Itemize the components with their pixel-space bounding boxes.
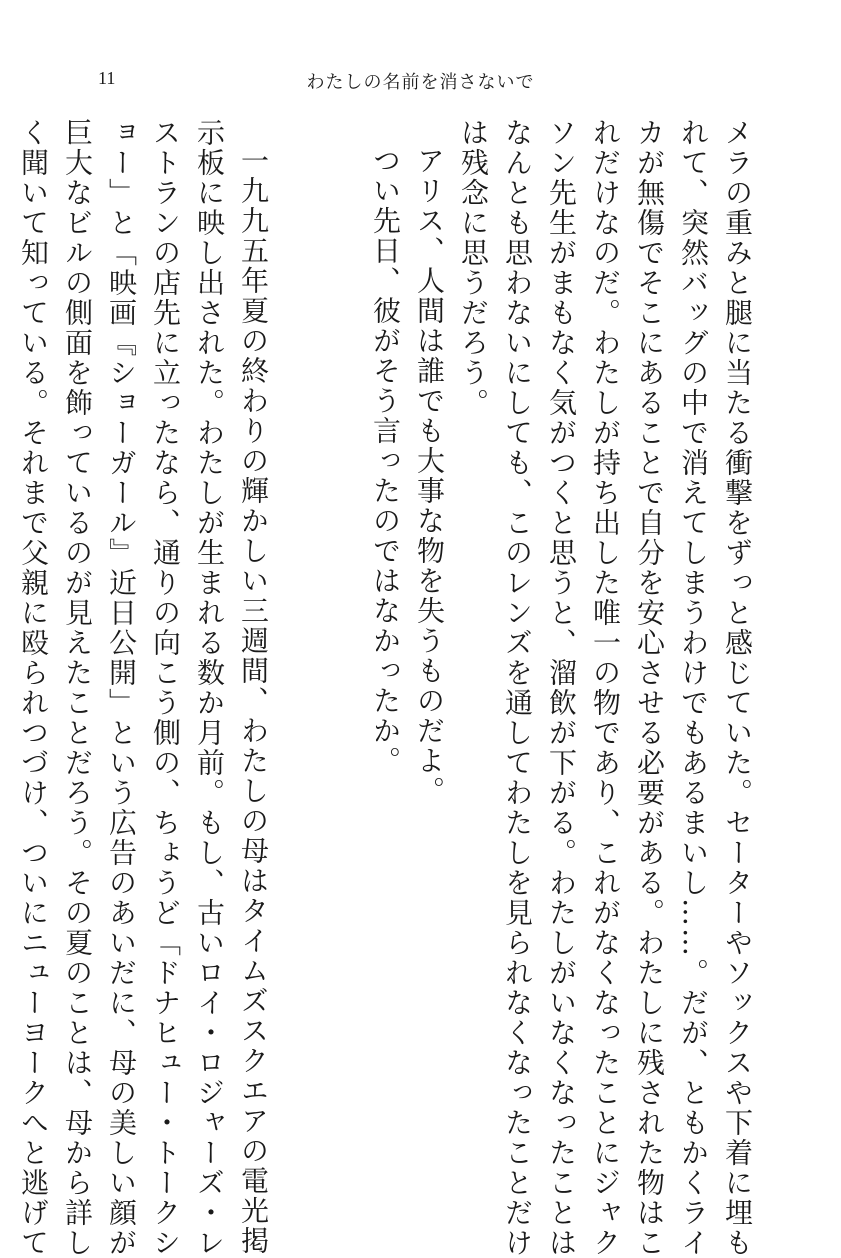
body-text bbox=[17, 118, 759, 1258]
text-line: 示板に映し出された。わたしが生まれる数か月前。もし、古いロイ・ロジャーズ・レ bbox=[193, 118, 226, 1258]
text-line: れだけなのだ。わたしが持ち出した唯一の物であり、これがなくなったことにジャク bbox=[589, 118, 622, 1258]
text-line: カが無傷でそこにあることで自分を安心させる必要がある。わたしに残された物はこ bbox=[633, 118, 666, 1258]
running-title: わたしの名前を消さないで bbox=[306, 72, 535, 93]
text-line: ョー」と「映画『ショーガール』近日公開」という広告のあいだに、母の美しい顔が bbox=[105, 118, 138, 1258]
text-line: 一九九五年夏の終わりの輝かしい三週間、わたしの母はタイムズスクエアの電光掲 bbox=[237, 146, 270, 1256]
text-line: ストランの店先に立ったなら、通りの向こう側の、ちょうど「ドナヒュー・トークシ bbox=[149, 118, 182, 1258]
text-line: く聞いて知っている。それまで父親に殴られつづけ、ついにニューヨークへと逃げて bbox=[17, 118, 50, 1258]
text-line: 巨大なビルの側面を飾っているのが見えたことだろう。その夏のことは、母から詳し bbox=[61, 118, 94, 1258]
text-line: なんとも思わないにしても、このレンズを通してわたしを見られなくなったことだけ bbox=[501, 118, 534, 1258]
blank-line bbox=[319, 118, 363, 1118]
text-line: メラの重みと腿に当たる衝撃をずっと感じていた。セーターやソックスや下着に埋も bbox=[721, 118, 754, 1258]
text-line: アリス、人間は誰でも大事な物を失うものだよ。 bbox=[413, 146, 446, 806]
text-line: つい先日、彼がそう言ったのではなかったか。 bbox=[369, 146, 402, 776]
text-line: れて、突然バッグの中で消えてしまうわけでもあるまいし……。だが、ともかくライ bbox=[677, 118, 710, 1258]
page-number: 11 bbox=[98, 68, 116, 88]
blank-line bbox=[275, 118, 319, 1118]
text-line: は残念に思うだろう。 bbox=[457, 118, 490, 418]
text-line: ソン先生がまもなく気がつくと思うと、溜飲が下がる。わたしがいなくなったことは bbox=[545, 118, 578, 1258]
